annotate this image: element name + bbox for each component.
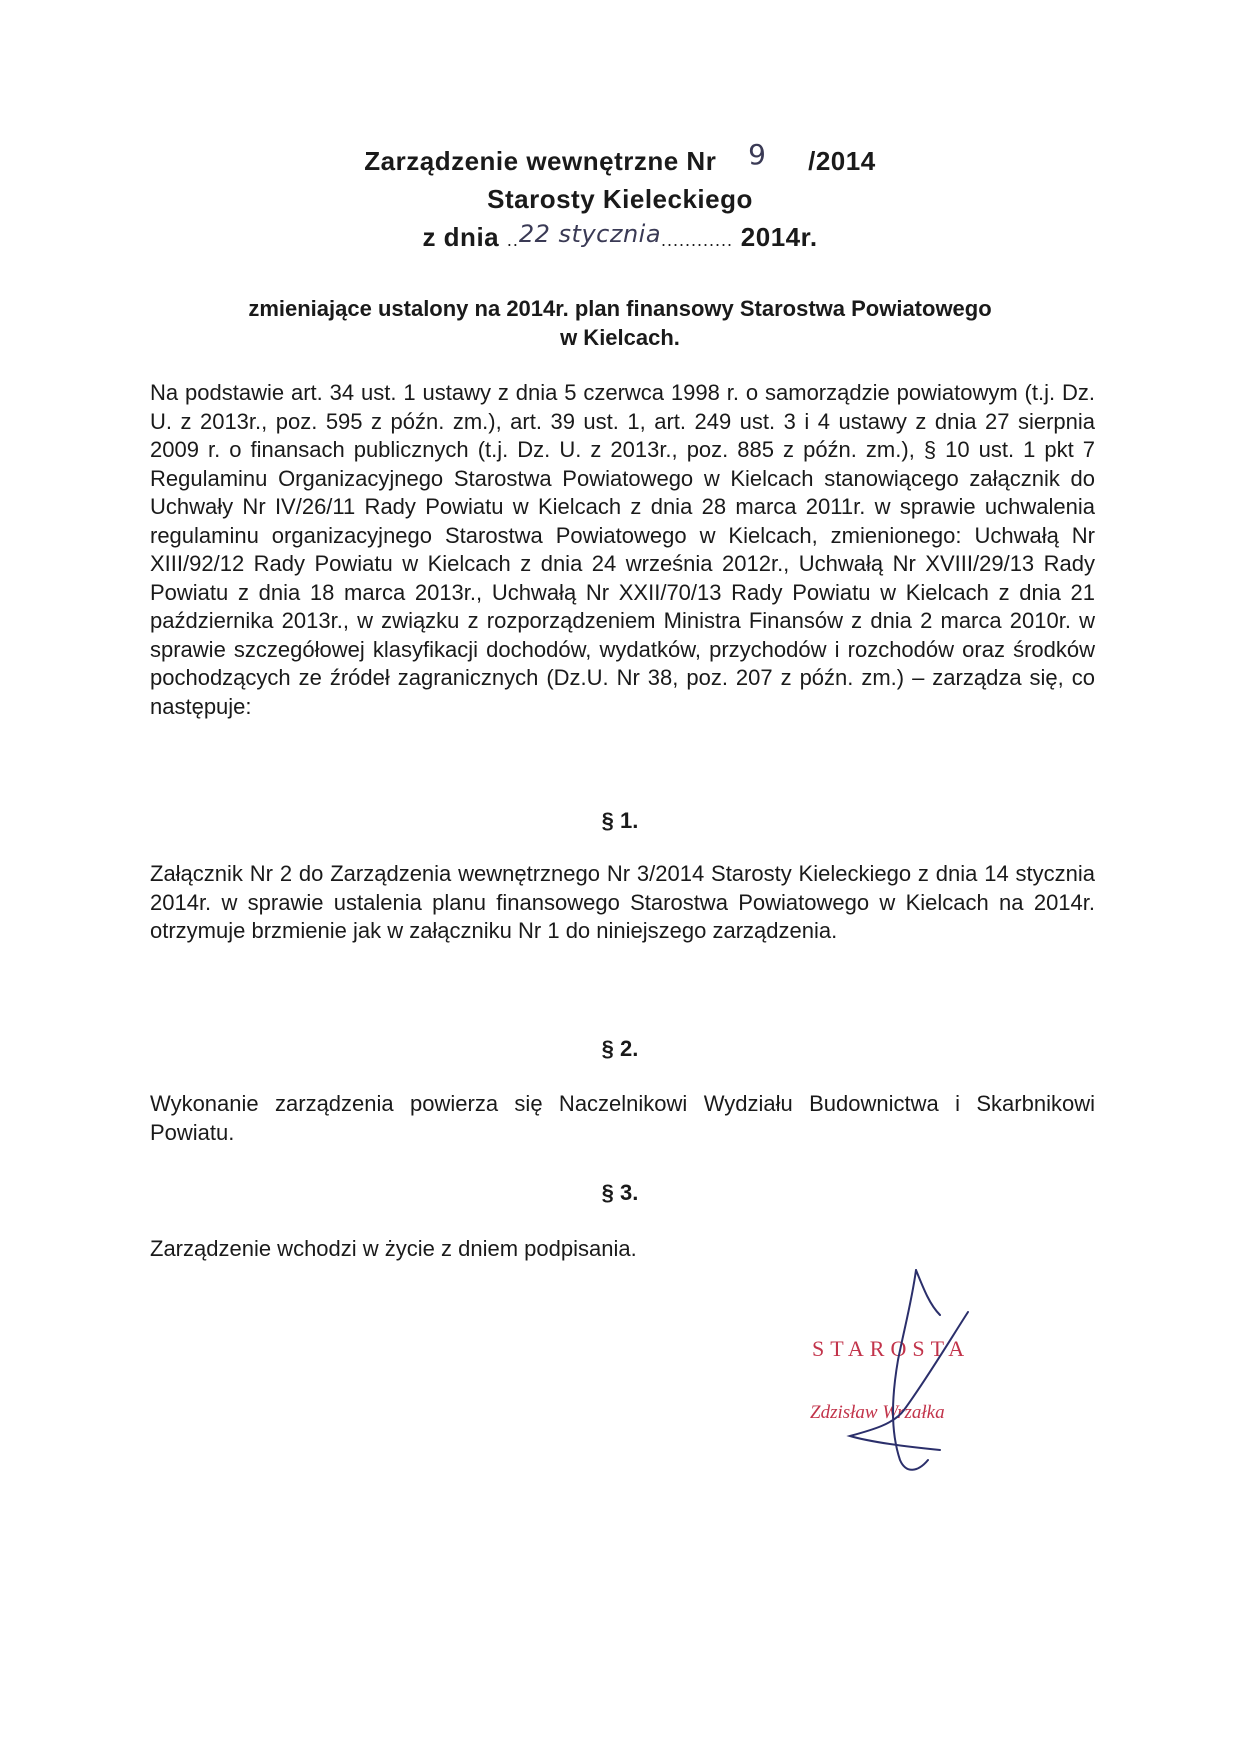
section-1-text: Załącznik Nr 2 do Zarządzenia wewnętrznego Nr 3/2014 Starosty Kieleckiego z dnia 14 stycznia 2014r. w sprawie ustalenia planu finansowego Starostwa Powiatowego w Kielcach na 2014r. otrzymuje brzmienie jak w załączniku Nr 1 do niniejszego zarządzenia. <box>150 861 1095 943</box>
title-suffix: /2014 <box>808 146 876 176</box>
date-suffix: 2014r. <box>740 222 818 252</box>
section-1-heading: § 1. <box>601 808 639 833</box>
document-title <box>0 138 1240 259</box>
subtitle-line-1: zmieniające ustalony na 2014r. plan finansowy Starostwa Powiatowego <box>248 296 992 321</box>
section-2-text: Wykonanie zarządzenia powierza się Naczelnikowi Wydziału Budownictwa i Skarbnikowi Powiatu. <box>150 1091 1095 1145</box>
title-line-1 <box>0 138 1240 180</box>
title-prefix: Zarządzenie wewnętrzne Nr <box>364 146 717 176</box>
section-3-text: Zarządzenie wchodzi w życie z dniem podpisania. <box>150 1236 637 1261</box>
stamp-title: STAROSTA <box>812 1336 971 1361</box>
date-dots-right: ............ <box>661 230 734 250</box>
handwritten-date: 22 stycznia <box>518 220 662 248</box>
preamble-paragraph: Na podstawie art. 34 ust. 1 ustawy z dnia 5 czerwca 1998 r. o samorządzie powiatowym (t.j. Dz. U. z 2013r., poz. 595 z późn. zm.), art. 39 ust. 1, art. 249 ust. 3 i 4 ustawy z dnia 27 sierpnia 2009 r. o finansach publicznych (t.j. Dz. U. z 2013r., poz. 885 z późn. zm.), § 10 ust. 1 pkt 7 Regulaminu Organizacyjnego Starostwa Powiatowego w Kielcach stanowiącego załącznik do Uchwały Nr IV/26/11 Rady Powiatu w Kielcach z dnia 28 marca 2011r. w sprawie uchwalenia regulaminu organizacyjnego Starostwa Powiatowego w Kielcach, zmienionego: Uchwałą Nr XIII/92/12 Rady Powiatu w Kielcach z dnia 24 września 2012r., Uchwałą Nr XVIII/29/13 Rady Powiatu z dnia 18 marca 2013r., Uchwałą Nr XXII/70/13 Rady Powiatu w Kielcach z dnia 21 października 2013r., w związku z rozporządzeniem Ministra Finansów z dnia 2 marca 2010r. w sprawie szczegółowej klasyfikacji dochodów, wydatków, przychodów i rozchodów oraz środków pochodzących ze źródeł zagranicznych (Dz.U. Nr 38, poz. 207 z późn. zm.) – zarządza się, co następuje: <box>150 380 1095 719</box>
date-line <box>0 218 1240 259</box>
stamp-name: Zdzisław Wrzałka <box>810 1402 945 1423</box>
issuer-line: Starosty Kieleckiego <box>487 184 753 214</box>
section-3-heading: § 3. <box>601 1180 639 1205</box>
handwritten-number: 9 <box>748 138 767 171</box>
document-subtitle <box>140 294 1100 352</box>
section-2-heading: § 2. <box>601 1036 639 1061</box>
handwritten-signature <box>800 1260 1000 1480</box>
date-prefix: z dnia <box>422 222 500 252</box>
date-dots-left: .. <box>506 230 519 250</box>
subtitle-line-2: w Kielcach. <box>560 325 680 350</box>
